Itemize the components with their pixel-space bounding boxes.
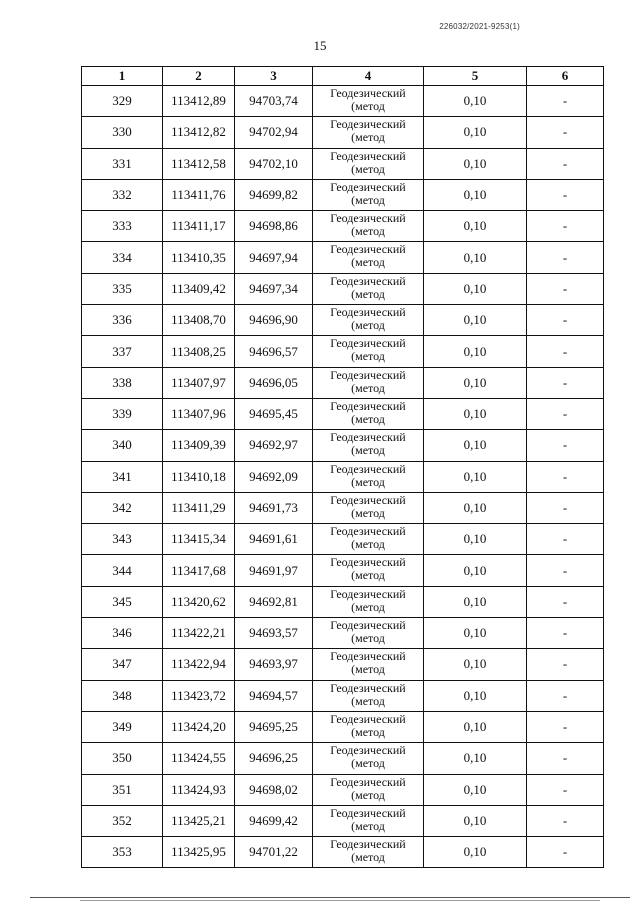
- method-line-1: Геодезический: [330, 555, 406, 570]
- n-cell: 351: [82, 774, 163, 805]
- x-cell: 113422,94: [163, 649, 235, 680]
- n-cell: 342: [82, 492, 163, 523]
- note-cell: -: [527, 805, 604, 836]
- method-line-1: Геодезический: [330, 805, 406, 820]
- method-line-1: Геодезический: [330, 86, 406, 100]
- table-row: [82, 743, 604, 774]
- y-cell: 94696,25: [235, 743, 313, 774]
- n-cell: 339: [82, 398, 163, 429]
- table-row: [82, 555, 604, 586]
- method-line-1: Геодезический: [330, 148, 406, 163]
- accuracy-cell: 0,10: [424, 774, 527, 805]
- method-cell: [313, 492, 424, 523]
- y-cell: 94701,22: [235, 837, 313, 868]
- accuracy-cell: 0,10: [424, 273, 527, 304]
- method-line-2: (метод: [351, 787, 385, 802]
- method-line-2: (метод: [351, 99, 385, 113]
- method-cell: [313, 618, 424, 649]
- table-row: [82, 273, 604, 304]
- document-code: 226032/2021-9253(1): [439, 22, 520, 31]
- method-cell: [313, 305, 424, 336]
- method-line-1: Геодезический: [330, 837, 406, 852]
- table-row: [82, 242, 604, 273]
- method-line-2: (метод: [351, 474, 385, 489]
- accuracy-cell: 0,10: [424, 524, 527, 555]
- table-row: [82, 524, 604, 555]
- x-cell: 113412,58: [163, 148, 235, 179]
- n-cell: 338: [82, 367, 163, 398]
- method-cell: [313, 211, 424, 242]
- note-cell: -: [527, 649, 604, 680]
- n-cell: 336: [82, 305, 163, 336]
- method-line-2: (метод: [351, 568, 385, 583]
- n-cell: 334: [82, 242, 163, 273]
- method-line-2: (метод: [351, 286, 385, 301]
- n-cell: 343: [82, 524, 163, 555]
- note-cell: -: [527, 492, 604, 523]
- accuracy-cell: 0,10: [424, 367, 527, 398]
- x-cell: 113408,70: [163, 305, 235, 336]
- table-row: [82, 179, 604, 210]
- note-cell: -: [527, 242, 604, 273]
- n-cell: 347: [82, 649, 163, 680]
- accuracy-cell: 0,10: [424, 398, 527, 429]
- method-line-1: Геодезический: [330, 336, 406, 351]
- method-cell: [313, 743, 424, 774]
- n-cell: 330: [82, 117, 163, 148]
- accuracy-cell: 0,10: [424, 743, 527, 774]
- method-line-2: (метод: [351, 255, 385, 270]
- table-row: [82, 492, 604, 523]
- note-cell: -: [527, 743, 604, 774]
- table-row: [82, 211, 604, 242]
- table-row: [82, 774, 604, 805]
- accuracy-cell: 0,10: [424, 649, 527, 680]
- table-row: [82, 837, 604, 868]
- method-line-2: (метод: [351, 850, 385, 865]
- y-cell: 94699,42: [235, 805, 313, 836]
- note-cell: -: [527, 837, 604, 868]
- y-cell: 94696,05: [235, 367, 313, 398]
- x-cell: 113410,35: [163, 242, 235, 273]
- y-cell: 94698,02: [235, 774, 313, 805]
- y-cell: 94695,25: [235, 711, 313, 742]
- n-cell: 350: [82, 743, 163, 774]
- n-cell: 340: [82, 430, 163, 461]
- method-cell: [313, 148, 424, 179]
- y-cell: 94699,82: [235, 179, 313, 210]
- method-line-2: (метод: [351, 662, 385, 677]
- method-line-2: (метод: [351, 318, 385, 333]
- n-cell: 344: [82, 555, 163, 586]
- note-cell: -: [527, 711, 604, 742]
- method-cell: [313, 805, 424, 836]
- x-cell: 113424,55: [163, 743, 235, 774]
- page-number: 15: [313, 38, 327, 53]
- x-cell: 113407,96: [163, 398, 235, 429]
- accuracy-cell: 0,10: [424, 211, 527, 242]
- method-line-1: Геодезический: [330, 524, 406, 539]
- x-cell: 113412,82: [163, 117, 235, 148]
- note-cell: -: [527, 680, 604, 711]
- accuracy-cell: 0,10: [424, 242, 527, 273]
- method-cell: [313, 711, 424, 742]
- y-cell: 94691,97: [235, 555, 313, 586]
- y-cell: 94691,73: [235, 492, 313, 523]
- table-row: [82, 336, 604, 367]
- page-bottom-rule: [30, 897, 630, 898]
- method-cell: [313, 555, 424, 586]
- x-cell: 113412,89: [163, 86, 235, 117]
- method-cell: [313, 117, 424, 148]
- column-header: 2: [163, 67, 235, 86]
- table-row: [82, 305, 604, 336]
- accuracy-cell: 0,10: [424, 179, 527, 210]
- note-cell: -: [527, 586, 604, 617]
- n-cell: 349: [82, 711, 163, 742]
- x-cell: 113417,68: [163, 555, 235, 586]
- note-cell: -: [527, 148, 604, 179]
- method-cell: [313, 586, 424, 617]
- method-cell: [313, 86, 424, 117]
- column-header: 5: [424, 67, 527, 86]
- x-cell: 113411,29: [163, 492, 235, 523]
- method-line-1: Геодезический: [330, 211, 406, 226]
- method-cell: [313, 336, 424, 367]
- method-line-2: (метод: [351, 349, 385, 364]
- method-cell: [313, 398, 424, 429]
- method-cell: [313, 273, 424, 304]
- method-line-1: Геодезический: [330, 680, 406, 695]
- method-cell: [313, 774, 424, 805]
- method-line-1: Геодезический: [330, 430, 406, 445]
- x-cell: 113423,72: [163, 680, 235, 711]
- n-cell: 329: [82, 86, 163, 117]
- table-row: [82, 586, 604, 617]
- y-cell: 94695,45: [235, 398, 313, 429]
- table-row: [82, 367, 604, 398]
- method-line-2: (метод: [351, 693, 385, 708]
- note-cell: -: [527, 555, 604, 586]
- n-cell: 333: [82, 211, 163, 242]
- accuracy-cell: 0,10: [424, 117, 527, 148]
- method-cell: [313, 461, 424, 492]
- method-line-2: (метод: [351, 161, 385, 176]
- accuracy-cell: 0,10: [424, 555, 527, 586]
- note-cell: -: [527, 430, 604, 461]
- note-cell: -: [527, 117, 604, 148]
- note-cell: -: [527, 305, 604, 336]
- n-cell: 352: [82, 805, 163, 836]
- table-row: [82, 711, 604, 742]
- x-cell: 113422,21: [163, 618, 235, 649]
- column-header: 1: [82, 67, 163, 86]
- y-cell: 94693,97: [235, 649, 313, 680]
- n-cell: 331: [82, 148, 163, 179]
- note-cell: -: [527, 618, 604, 649]
- y-cell: 94694,57: [235, 680, 313, 711]
- x-cell: 113425,95: [163, 837, 235, 868]
- method-line-1: Геодезический: [330, 586, 406, 601]
- note-cell: -: [527, 273, 604, 304]
- table-row: [82, 430, 604, 461]
- method-line-1: Геодезический: [330, 398, 406, 413]
- x-cell: 113425,21: [163, 805, 235, 836]
- method-line-2: (метод: [351, 599, 385, 614]
- n-cell: 348: [82, 680, 163, 711]
- method-line-1: Геодезический: [330, 179, 406, 194]
- method-line-1: Геодезический: [330, 242, 406, 257]
- accuracy-cell: 0,10: [424, 492, 527, 523]
- x-cell: 113411,17: [163, 211, 235, 242]
- x-cell: 113407,97: [163, 367, 235, 398]
- method-line-1: Геодезический: [330, 117, 406, 132]
- note-cell: -: [527, 774, 604, 805]
- x-cell: 113424,93: [163, 774, 235, 805]
- table-row: [82, 117, 604, 148]
- y-cell: 94702,94: [235, 117, 313, 148]
- x-cell: 113415,34: [163, 524, 235, 555]
- method-cell: [313, 680, 424, 711]
- accuracy-cell: 0,10: [424, 336, 527, 367]
- table-row: [82, 86, 604, 117]
- accuracy-cell: 0,10: [424, 586, 527, 617]
- method-line-2: (метод: [351, 756, 385, 771]
- y-cell: 94691,61: [235, 524, 313, 555]
- y-cell: 94692,09: [235, 461, 313, 492]
- method-cell: [313, 837, 424, 868]
- n-cell: 341: [82, 461, 163, 492]
- x-cell: 113420,62: [163, 586, 235, 617]
- x-cell: 113408,25: [163, 336, 235, 367]
- y-cell: 94697,94: [235, 242, 313, 273]
- note-cell: -: [527, 461, 604, 492]
- y-cell: 94692,81: [235, 586, 313, 617]
- y-cell: 94693,57: [235, 618, 313, 649]
- y-cell: 94703,74: [235, 86, 313, 117]
- accuracy-cell: 0,10: [424, 430, 527, 461]
- accuracy-cell: 0,10: [424, 305, 527, 336]
- method-line-2: (метод: [351, 192, 385, 207]
- accuracy-cell: 0,10: [424, 461, 527, 492]
- method-line-1: Геодезический: [330, 743, 406, 758]
- x-cell: 113424,20: [163, 711, 235, 742]
- coordinates-table: [81, 66, 604, 868]
- table-row: [82, 649, 604, 680]
- table-body: [82, 86, 604, 868]
- method-line-1: Геодезический: [330, 273, 406, 288]
- n-cell: 332: [82, 179, 163, 210]
- x-cell: 113411,76: [163, 179, 235, 210]
- method-cell: [313, 430, 424, 461]
- method-line-1: Геодезический: [330, 461, 406, 476]
- table-row: [82, 148, 604, 179]
- method-line-2: (метод: [351, 631, 385, 646]
- n-cell: 337: [82, 336, 163, 367]
- table-row: [82, 398, 604, 429]
- note-cell: -: [527, 398, 604, 429]
- n-cell: 353: [82, 837, 163, 868]
- accuracy-cell: 0,10: [424, 805, 527, 836]
- column-header: 4: [313, 67, 424, 86]
- method-cell: [313, 367, 424, 398]
- note-cell: -: [527, 211, 604, 242]
- accuracy-cell: 0,10: [424, 86, 527, 117]
- method-line-2: (метод: [351, 411, 385, 426]
- method-cell: [313, 649, 424, 680]
- column-header: 6: [527, 67, 604, 86]
- method-line-1: Геодезический: [330, 492, 406, 507]
- method-line-1: Геодезический: [330, 774, 406, 789]
- accuracy-cell: 0,10: [424, 618, 527, 649]
- accuracy-cell: 0,10: [424, 680, 527, 711]
- note-cell: -: [527, 336, 604, 367]
- method-line-1: Геодезический: [330, 367, 406, 382]
- method-line-2: (метод: [351, 505, 385, 520]
- method-line-2: (метод: [351, 818, 385, 833]
- method-line-2: (метод: [351, 443, 385, 458]
- accuracy-cell: 0,10: [424, 148, 527, 179]
- table-row: [82, 680, 604, 711]
- n-cell: 335: [82, 273, 163, 304]
- table-row: [82, 805, 604, 836]
- y-cell: 94697,34: [235, 273, 313, 304]
- method-line-2: (метод: [351, 724, 385, 739]
- y-cell: 94692,97: [235, 430, 313, 461]
- method-line-2: (метод: [351, 130, 385, 145]
- method-cell: [313, 524, 424, 555]
- n-cell: 345: [82, 586, 163, 617]
- y-cell: 94698,86: [235, 211, 313, 242]
- note-cell: -: [527, 524, 604, 555]
- method-line-1: Геодезический: [330, 305, 406, 320]
- accuracy-cell: 0,10: [424, 837, 527, 868]
- x-cell: 113409,42: [163, 273, 235, 304]
- page-bottom-rule-faint: [80, 900, 600, 901]
- method-line-2: (метод: [351, 380, 385, 395]
- n-cell: 346: [82, 618, 163, 649]
- note-cell: -: [527, 179, 604, 210]
- method-line-1: Геодезический: [330, 649, 406, 664]
- note-cell: -: [527, 86, 604, 117]
- y-cell: 94696,90: [235, 305, 313, 336]
- method-cell: [313, 242, 424, 273]
- table-row: [82, 618, 604, 649]
- table-row: [82, 461, 604, 492]
- x-cell: 113409,39: [163, 430, 235, 461]
- method-line-1: Геодезический: [330, 618, 406, 633]
- column-header: 3: [235, 67, 313, 86]
- x-cell: 113410,18: [163, 461, 235, 492]
- table-header-row: [82, 67, 604, 86]
- method-line-1: Геодезический: [330, 711, 406, 726]
- note-cell: -: [527, 367, 604, 398]
- method-line-2: (метод: [351, 537, 385, 552]
- method-line-2: (метод: [351, 224, 385, 239]
- accuracy-cell: 0,10: [424, 711, 527, 742]
- y-cell: 94702,10: [235, 148, 313, 179]
- y-cell: 94696,57: [235, 336, 313, 367]
- method-cell: [313, 179, 424, 210]
